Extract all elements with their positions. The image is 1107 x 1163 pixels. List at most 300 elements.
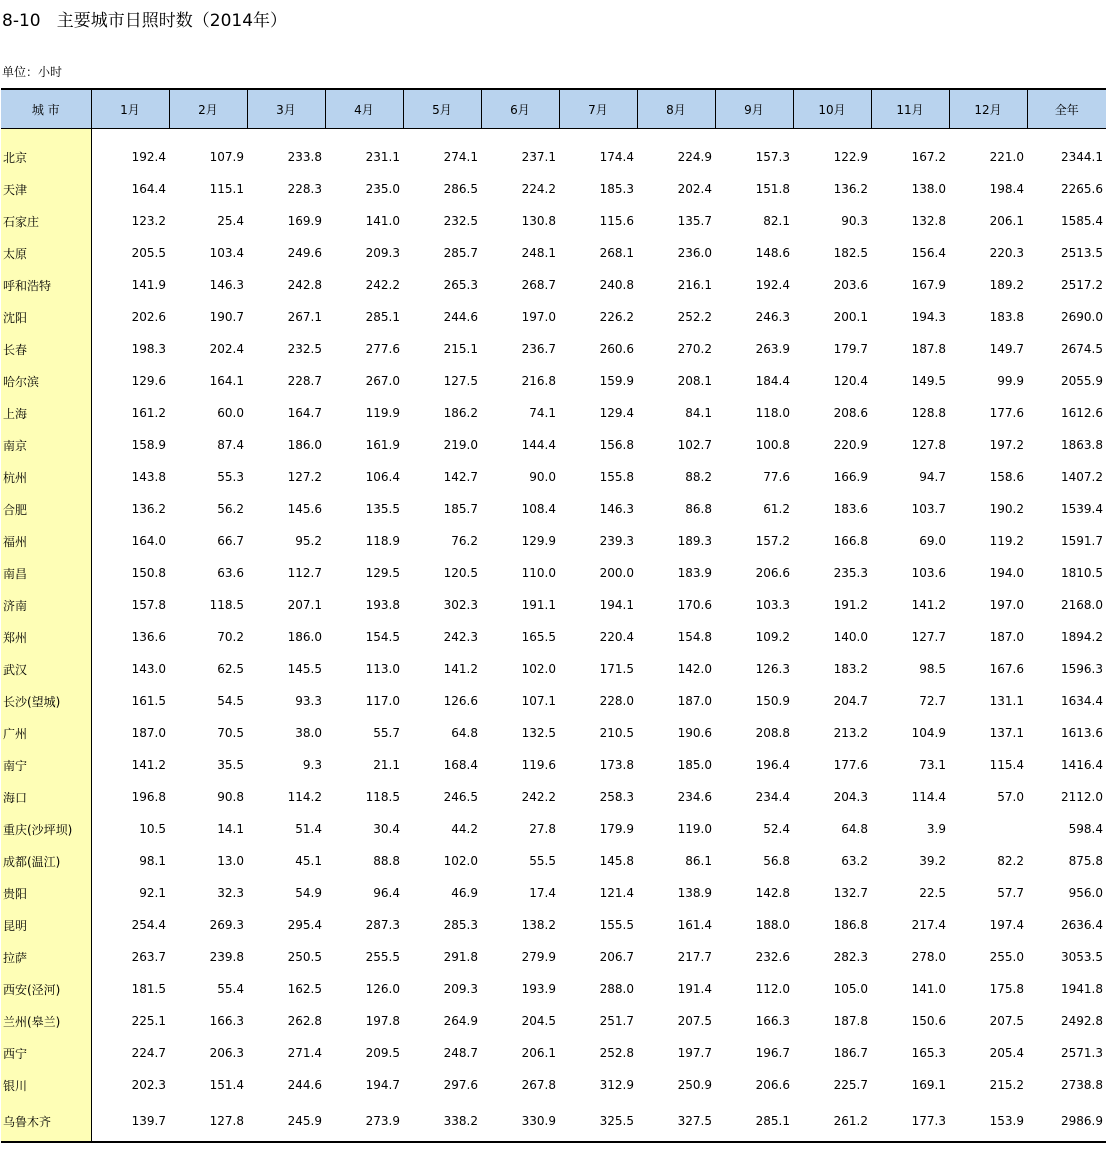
month-value-cell: 157.3	[755, 150, 790, 164]
city-name-cell: 上海	[1, 397, 91, 429]
month-value-cell: 166.8	[833, 534, 868, 548]
month-value-cell: 140.0	[833, 630, 868, 644]
month-value-cell: 194.0	[989, 566, 1024, 580]
month-value-cell: 38.0	[295, 726, 322, 740]
month-value-cell: 177.6	[833, 758, 868, 772]
month-value-cell: 206.6	[755, 1078, 790, 1092]
month-value-cell: 21.1	[373, 758, 400, 772]
table-row	[1, 973, 1106, 1005]
city-name-cell: 南宁	[1, 749, 91, 781]
month-value-cell: 118.0	[755, 406, 790, 420]
annual-value-cell: 2690.0	[1061, 310, 1103, 324]
month-value-cell: 32.3	[217, 886, 244, 900]
month-value-cell: 117.0	[365, 694, 400, 708]
month-value-cell: 255.5	[365, 950, 400, 964]
month-value-cell: 74.1	[529, 406, 556, 420]
table-row	[1, 621, 1106, 653]
month-value-cell: 118.9	[365, 534, 400, 548]
month-value-cell: 291.8	[443, 950, 478, 964]
city-name-cell: 西宁	[1, 1037, 91, 1069]
month-value-cell: 274.1	[443, 150, 478, 164]
month-value-cell: 244.6	[287, 1078, 322, 1092]
month-value-cell: 242.8	[287, 278, 322, 292]
month-value-cell: 141.2	[443, 662, 478, 676]
month-value-cell: 123.2	[131, 214, 166, 228]
city-name-cell: 成都(温江)	[1, 845, 91, 877]
month-value-cell: 54.9	[295, 886, 322, 900]
month-value-cell: 285.7	[443, 246, 478, 260]
month-value-cell: 51.4	[295, 822, 322, 836]
month-value-cell: 151.8	[755, 182, 790, 196]
month-value-cell: 129.6	[131, 374, 166, 388]
month-value-cell: 144.4	[521, 438, 556, 452]
month-value-cell: 52.4	[763, 822, 790, 836]
column-header-month: 2月	[169, 89, 247, 129]
annual-value-cell: 2513.5	[1061, 246, 1103, 260]
month-value-cell: 267.8	[521, 1078, 556, 1092]
annual-value-cell: 956.0	[1068, 886, 1103, 900]
annual-value-cell: 1863.8	[1061, 438, 1103, 452]
city-name-cell: 合肥	[1, 493, 91, 525]
month-value-cell: 202.3	[131, 1078, 166, 1092]
month-value-cell: 225.1	[131, 1014, 166, 1028]
table-row	[1, 1069, 1106, 1101]
month-value-cell: 145.8	[599, 854, 634, 868]
month-value-cell: 127.7	[911, 630, 946, 644]
month-value-cell: 217.4	[911, 918, 946, 932]
month-value-cell: 96.4	[373, 886, 400, 900]
city-name-cell: 太原	[1, 237, 91, 269]
month-value-cell: 168.4	[443, 758, 478, 772]
month-value-cell: 155.8	[599, 470, 634, 484]
table-row	[1, 365, 1106, 397]
month-value-cell: 202.4	[677, 182, 712, 196]
month-value-cell: 268.1	[599, 246, 634, 260]
month-value-cell: 45.1	[295, 854, 322, 868]
month-value-cell: 127.5	[443, 374, 478, 388]
month-value-cell: 82.2	[997, 854, 1024, 868]
table-body	[1, 129, 1106, 1143]
month-value-cell: 228.7	[287, 374, 322, 388]
city-name-cell: 哈尔滨	[1, 365, 91, 397]
month-value-cell: 196.4	[755, 758, 790, 772]
column-header-annual: 全年	[1027, 89, 1106, 129]
month-value-cell: 88.2	[685, 470, 712, 484]
month-value-cell: 183.2	[833, 662, 868, 676]
month-value-cell: 148.6	[755, 246, 790, 260]
annual-value-cell: 2055.9	[1061, 374, 1103, 388]
month-value-cell: 14.1	[217, 822, 244, 836]
month-value-cell: 194.7	[365, 1078, 400, 1092]
month-value-cell: 135.7	[677, 214, 712, 228]
month-value-cell: 251.7	[599, 1014, 634, 1028]
month-value-cell: 220.3	[989, 246, 1024, 260]
month-value-cell: 261.2	[793, 1101, 871, 1142]
month-value-cell: 127.2	[287, 470, 322, 484]
month-value-cell: 330.9	[481, 1101, 559, 1142]
month-value-cell: 260.6	[599, 342, 634, 356]
month-value-cell: 120.4	[833, 374, 868, 388]
month-value-cell: 25.4	[217, 214, 244, 228]
month-value-cell: 171.5	[599, 662, 634, 676]
month-value-cell: 104.9	[911, 726, 946, 740]
city-name-cell: 北京	[1, 129, 91, 174]
annual-value-cell: 2636.4	[1061, 918, 1103, 932]
month-value-cell: 204.5	[521, 1014, 556, 1028]
city-name-cell: 天津	[1, 173, 91, 205]
month-value-cell: 136.6	[131, 630, 166, 644]
sunshine-hours-table	[1, 88, 1106, 1143]
table-row	[1, 493, 1106, 525]
month-value-cell: 224.2	[521, 182, 556, 196]
month-value-cell: 186.7	[833, 1046, 868, 1060]
table-row	[1, 717, 1106, 749]
table-row	[1, 205, 1106, 237]
month-value-cell: 70.5	[217, 726, 244, 740]
table-row	[1, 589, 1106, 621]
column-header-month: 5月	[403, 89, 481, 129]
month-value-cell: 239.3	[599, 534, 634, 548]
month-value-cell: 107.1	[521, 694, 556, 708]
table-row	[1, 173, 1106, 205]
month-value-cell: 169.1	[911, 1078, 946, 1092]
month-value-cell: 166.3	[755, 1014, 790, 1028]
month-value-cell: 137.1	[989, 726, 1024, 740]
month-value-cell: 278.0	[911, 950, 946, 964]
table-row	[1, 525, 1106, 557]
month-value-cell: 131.1	[989, 694, 1024, 708]
annual-value-cell: 1613.6	[1061, 726, 1103, 740]
annual-value-cell: 1612.6	[1061, 406, 1103, 420]
table-row	[1, 781, 1106, 813]
month-value-cell: 224.7	[131, 1046, 166, 1060]
month-value-cell: 288.0	[599, 982, 634, 996]
month-value-cell: 57.7	[997, 886, 1024, 900]
month-value-cell: 191.2	[833, 598, 868, 612]
month-value-cell: 250.5	[287, 950, 322, 964]
month-value-cell: 138.0	[911, 182, 946, 196]
column-header-month: 11月	[871, 89, 949, 129]
city-name-cell: 海口	[1, 781, 91, 813]
city-name-cell: 昆明	[1, 909, 91, 941]
month-value-cell: 181.5	[131, 982, 166, 996]
month-value-cell: 141.2	[911, 598, 946, 612]
month-value-cell: 93.3	[295, 694, 322, 708]
month-value-cell: 270.2	[677, 342, 712, 356]
month-value-cell: 183.9	[677, 566, 712, 580]
table-row	[1, 129, 1106, 174]
month-value-cell: 142.7	[443, 470, 478, 484]
month-value-cell: 142.8	[755, 886, 790, 900]
month-value-cell: 84.1	[685, 406, 712, 420]
month-value-cell: 265.3	[443, 278, 478, 292]
month-value-cell: 126.6	[443, 694, 478, 708]
column-header-month: 7月	[559, 89, 637, 129]
month-value-cell: 122.9	[833, 150, 868, 164]
city-name-cell: 贵阳	[1, 877, 91, 909]
month-value-cell: 139.7	[91, 1101, 169, 1142]
month-value-cell: 234.6	[677, 790, 712, 804]
month-value-cell: 143.0	[131, 662, 166, 676]
month-value-cell: 197.7	[677, 1046, 712, 1060]
month-value-cell: 338.2	[403, 1101, 481, 1142]
month-value-cell: 138.2	[521, 918, 556, 932]
month-value-cell: 192.4	[755, 278, 790, 292]
month-value-cell: 187.0	[677, 694, 712, 708]
month-value-cell: 277.6	[365, 342, 400, 356]
month-value-cell: 177.3	[871, 1101, 949, 1142]
annual-value-cell: 2168.0	[1061, 598, 1103, 612]
month-value-cell: 215.2	[989, 1078, 1024, 1092]
month-value-cell: 252.2	[677, 310, 712, 324]
month-value-cell: 295.4	[287, 918, 322, 932]
month-value-cell: 249.6	[287, 246, 322, 260]
month-value-cell: 55.7	[373, 726, 400, 740]
annual-value-cell: 1596.3	[1061, 662, 1103, 676]
month-value-cell: 263.9	[755, 342, 790, 356]
annual-value-cell: 598.4	[1068, 822, 1103, 836]
month-value-cell: 150.9	[755, 694, 790, 708]
month-value-cell: 141.0	[365, 214, 400, 228]
annual-value-cell: 1810.5	[1061, 566, 1103, 580]
month-value-cell: 221.0	[989, 150, 1024, 164]
city-name-cell: 长沙(望城)	[1, 685, 91, 717]
city-name-cell: 郑州	[1, 621, 91, 653]
month-value-cell: 126.0	[365, 982, 400, 996]
month-value-cell: 186.2	[443, 406, 478, 420]
month-value-cell: 204.7	[833, 694, 868, 708]
month-value-cell: 262.8	[287, 1014, 322, 1028]
annual-value-cell: 2674.5	[1061, 342, 1103, 356]
month-value-cell: 206.7	[599, 950, 634, 964]
month-value-cell: 202.4	[209, 342, 244, 356]
month-value-cell: 120.5	[443, 566, 478, 580]
column-header-month: 6月	[481, 89, 559, 129]
month-value-cell: 167.2	[911, 150, 946, 164]
month-value-cell: 248.1	[521, 246, 556, 260]
month-value-cell: 186.0	[287, 630, 322, 644]
month-value-cell: 267.1	[287, 310, 322, 324]
month-value-cell: 327.5	[637, 1101, 715, 1142]
month-value-cell: 103.4	[209, 246, 244, 260]
month-value-cell: 267.0	[365, 374, 400, 388]
month-value-cell: 216.1	[677, 278, 712, 292]
city-name-cell: 兰州(皋兰)	[1, 1005, 91, 1037]
month-value-cell: 209.3	[365, 246, 400, 260]
month-value-cell: 197.4	[989, 918, 1024, 932]
month-value-cell: 149.7	[989, 342, 1024, 356]
month-value-cell: 142.0	[677, 662, 712, 676]
month-value-cell: 193.8	[365, 598, 400, 612]
month-value-cell: 219.0	[443, 438, 478, 452]
annual-value-cell: 3053.5	[1061, 950, 1103, 964]
month-value-cell: 237.1	[521, 150, 556, 164]
month-value-cell: 190.6	[677, 726, 712, 740]
month-value-cell: 54.5	[217, 694, 244, 708]
month-value-cell: 207.5	[677, 1014, 712, 1028]
month-value-cell: 220.4	[599, 630, 634, 644]
month-value-cell: 208.8	[755, 726, 790, 740]
city-name-cell: 南京	[1, 429, 91, 461]
month-value-cell: 44.2	[451, 822, 478, 836]
month-value-cell: 245.9	[247, 1101, 325, 1142]
month-value-cell: 209.5	[365, 1046, 400, 1060]
month-value-cell: 232.5	[443, 214, 478, 228]
table-row	[1, 909, 1106, 941]
month-value-cell: 216.8	[521, 374, 556, 388]
month-value-cell: 3.9	[926, 822, 946, 836]
month-value-cell: 170.6	[677, 598, 712, 612]
month-value-cell: 194.1	[599, 598, 634, 612]
month-value-cell: 187.0	[989, 630, 1024, 644]
month-value-cell: 254.4	[131, 918, 166, 932]
table-row	[1, 1101, 1106, 1142]
annual-value-cell: 2344.1	[1061, 150, 1103, 164]
month-value-cell: 236.7	[521, 342, 556, 356]
month-value-cell: 106.4	[365, 470, 400, 484]
month-value-cell: 102.0	[521, 662, 556, 676]
month-value-cell: 185.7	[443, 502, 478, 516]
month-value-cell: 69.0	[919, 534, 946, 548]
table-row	[1, 653, 1106, 685]
table-row	[1, 333, 1106, 365]
month-value-cell: 95.2	[295, 534, 322, 548]
month-value-cell: 87.4	[217, 438, 244, 452]
month-value-cell: 130.8	[521, 214, 556, 228]
month-value-cell: 302.3	[443, 598, 478, 612]
month-value-cell: 271.4	[287, 1046, 322, 1060]
city-name-cell: 长春	[1, 333, 91, 365]
table-row	[1, 237, 1106, 269]
city-name-cell: 武汉	[1, 653, 91, 685]
month-value-cell: 112.0	[755, 982, 790, 996]
month-value-cell: 187.8	[833, 1014, 868, 1028]
annual-value-cell: 1591.7	[1061, 534, 1103, 548]
table-row	[1, 877, 1106, 909]
month-value-cell: 86.8	[685, 502, 712, 516]
month-value-cell: 55.4	[217, 982, 244, 996]
month-value-cell: 183.6	[833, 502, 868, 516]
month-value-cell: 135.5	[365, 502, 400, 516]
month-value-cell: 119.2	[989, 534, 1024, 548]
month-value-cell: 56.8	[763, 854, 790, 868]
month-value-cell: 325.5	[559, 1101, 637, 1142]
month-value-cell: 161.9	[365, 438, 400, 452]
month-value-cell: 162.5	[287, 982, 322, 996]
month-value-cell: 92.1	[139, 886, 166, 900]
month-value-cell: 161.4	[677, 918, 712, 932]
table-row	[1, 397, 1106, 429]
column-header-month: 12月	[949, 89, 1027, 129]
month-value-cell: 153.9	[949, 1101, 1027, 1142]
month-value-cell: 39.2	[919, 854, 946, 868]
month-value-cell: 9.3	[302, 758, 322, 772]
month-value-cell: 141.0	[911, 982, 946, 996]
month-value-cell: 208.1	[677, 374, 712, 388]
column-header-city: 城 市	[1, 89, 91, 129]
month-value-cell: 255.0	[989, 950, 1024, 964]
city-name-cell: 呼和浩特	[1, 269, 91, 301]
month-value-cell: 22.5	[919, 886, 946, 900]
month-value-cell: 107.9	[209, 150, 244, 164]
month-value-cell: 196.7	[755, 1046, 790, 1060]
month-value-cell: 204.3	[833, 790, 868, 804]
month-value-cell: 35.5	[217, 758, 244, 772]
month-value-cell: 64.8	[841, 822, 868, 836]
month-value-cell: 206.1	[521, 1046, 556, 1060]
month-value-cell: 156.8	[599, 438, 634, 452]
month-value-cell: 225.7	[833, 1078, 868, 1092]
month-value-cell: 90.3	[841, 214, 868, 228]
month-value-cell: 99.9	[997, 374, 1024, 388]
month-value-cell: 138.9	[677, 886, 712, 900]
month-value-cell: 205.5	[131, 246, 166, 260]
month-value-cell: 90.0	[529, 470, 556, 484]
city-name-cell: 广州	[1, 717, 91, 749]
month-value-cell: 166.9	[833, 470, 868, 484]
month-value-cell: 282.3	[833, 950, 868, 964]
month-value-cell: 198.3	[131, 342, 166, 356]
month-value-cell: 287.3	[365, 918, 400, 932]
month-value-cell: 186.8	[833, 918, 868, 932]
month-value-cell: 268.7	[521, 278, 556, 292]
month-value-cell: 232.6	[755, 950, 790, 964]
month-value-cell: 196.8	[131, 790, 166, 804]
month-value-cell: 55.5	[529, 854, 556, 868]
month-value-cell: 55.3	[217, 470, 244, 484]
month-value-cell: 228.3	[287, 182, 322, 196]
month-value-cell: 128.8	[911, 406, 946, 420]
month-value-cell: 242.2	[365, 278, 400, 292]
month-value-cell: 164.7	[287, 406, 322, 420]
table-header-row	[1, 89, 1106, 129]
month-value-cell: 197.0	[989, 598, 1024, 612]
annual-value-cell: 1941.8	[1061, 982, 1103, 996]
annual-value-cell: 2517.2	[1061, 278, 1103, 292]
annual-value-cell: 1416.4	[1061, 758, 1103, 772]
column-header-month: 10月	[793, 89, 871, 129]
month-value-cell: 206.1	[989, 214, 1024, 228]
month-value-cell: 174.4	[599, 150, 634, 164]
month-value-cell: 177.6	[989, 406, 1024, 420]
month-value-cell: 189.2	[989, 278, 1024, 292]
annual-value-cell: 1585.4	[1061, 214, 1103, 228]
month-value-cell: 72.7	[919, 694, 946, 708]
month-value-cell: 115.4	[989, 758, 1024, 772]
month-value-cell: 186.0	[287, 438, 322, 452]
month-value-cell: 110.0	[521, 566, 556, 580]
month-value-cell: 203.6	[833, 278, 868, 292]
annual-value-cell: 1894.2	[1061, 630, 1103, 644]
month-value-cell: 217.7	[677, 950, 712, 964]
city-name-cell: 西安(泾河)	[1, 973, 91, 1005]
month-value-cell	[949, 813, 1027, 845]
month-value-cell: 244.6	[443, 310, 478, 324]
annual-value-cell: 2492.8	[1061, 1014, 1103, 1028]
month-value-cell: 184.4	[755, 374, 790, 388]
month-value-cell: 127.8	[169, 1101, 247, 1142]
month-value-cell: 115.1	[209, 182, 244, 196]
month-value-cell: 115.6	[599, 214, 634, 228]
month-value-cell: 183.8	[989, 310, 1024, 324]
month-value-cell: 141.2	[131, 758, 166, 772]
month-value-cell: 279.9	[521, 950, 556, 964]
annual-value-cell: 1539.4	[1061, 502, 1103, 516]
month-value-cell: 285.1	[715, 1101, 793, 1142]
month-value-cell: 242.2	[521, 790, 556, 804]
month-value-cell: 157.8	[131, 598, 166, 612]
month-value-cell: 190.7	[209, 310, 244, 324]
